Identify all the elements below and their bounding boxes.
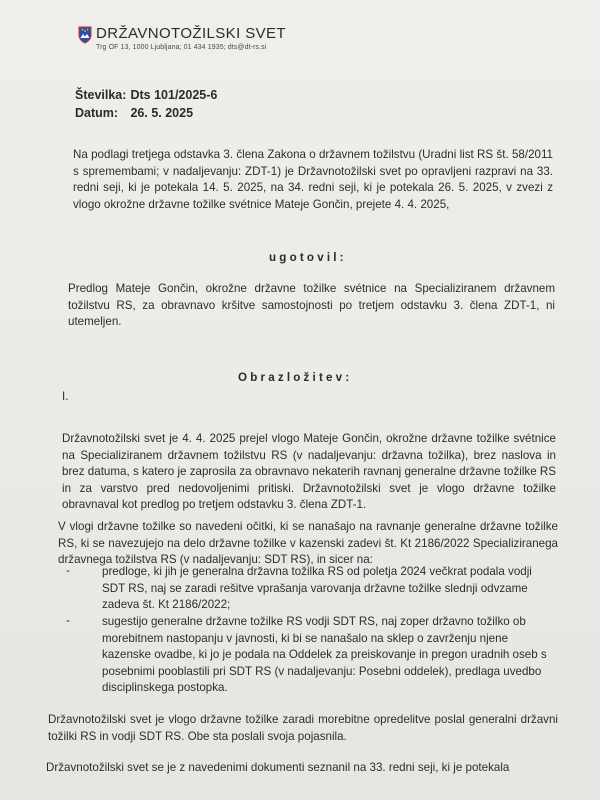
paragraph-1: Državnotožilski svet je 4. 4. 2025 prejel vlogo Mateje Gončin, okrožne državne tožilke svétnice na Specializiranem državnem tožilstvu RS (v nadaljevanju: državna tožilka), brez naslova in brez datuma, s katero je zaprosila za obravnavo nekaterih ravnanj generalne državne tožilke RS in za varstvo pred nedovoljenimi pritiski. Državnotožilski svet je vlogo državne tožilke obravnaval kot predlog po tretjem odstavku 3. člena ZDT-1. xyxy=(62,432,556,511)
intro-paragraph: Na podlagi tretjega odstavka 3. člena Zakona o državnem tožilstvu (Uradni list RS št. 58/2011 s spremembami; v nadaljevanju: ZDT-1) je Državnotožilski svet po opravljeni razpravi na 33. redni seji, ki je potekala 14. 5. 2025, na 34. redni seji, ki je potekala 26. 5. 2025, v zvezi z vlogo okrožne državne tožilke svétnice Mateje Gončin, prejete 4. 4. 2025, xyxy=(73,148,553,211)
list-item: sugestijo generalne državne tožilke RS vodji SDT RS, naj zoper državno tožilko ob morebitnem nastopanju v javnosti, ki bi se nanašalo na sklep o zavrženju njene kazenske ovadbe, ki jo je podala na Oddelek za preiskovanje in pregon uradnih oseb s posebnimi pooblastili pri SDT RS (v nadaljevanju: Posebni oddelek), predlaga uvedbo disciplinskega postopka. xyxy=(102,615,547,694)
letterhead xyxy=(78,26,286,51)
paragraph-3: Državnotožilski svet je vlogo državne tožilke zaradi morebitne opredelitve poslal generalni državni tožilki RS in vodji SDT RS. Obe sta poslali svoja pojasnila. xyxy=(48,713,558,743)
case-number-value: Dts 101/2025-6 xyxy=(130,88,218,102)
heading-reasoning: Obrazložitev: xyxy=(238,371,353,384)
case-number xyxy=(75,88,217,102)
bullet-dash: - xyxy=(66,564,70,577)
finding-paragraph: Predlog Mateje Gončin, okrožne državne tožilke svétnice na Specializiranem državnem tožilstvu RS, za obravnavo kršitve samostojnosti po tretjem odstavku 3. člena ZDT-1, ni utemeljen. xyxy=(68,282,555,328)
bullet-dash: - xyxy=(66,614,70,627)
heading-found: ugotovil: xyxy=(269,251,347,264)
organization-name: DRŽAVNOTOŽILSKI SVET xyxy=(96,25,286,42)
case-number-label: Številka: xyxy=(75,88,127,102)
document-date xyxy=(75,106,193,120)
organization-address: Trg OF 13, 1000 Ljubljana; 01 434 1935; dts@dt-rs.si xyxy=(96,44,267,51)
document-date-value: 26. 5. 2025 xyxy=(130,106,194,120)
paragraph-2: V vlogi državne tožilke so navedeni očitki, ki se nanašajo na ravnanje generalne državne tožilke RS, ki se navezujejo na delo državne tožilke v kazenski zadevi št. Kt 2186/2022 Specializiranega državnega tožilstva RS (v nadaljevanju: SDT RS), in sicer na: xyxy=(58,520,558,566)
slovenian-coat-of-arms-icon xyxy=(78,26,92,44)
list-item: predloge, ki jih je generalna državna tožilka RS od poletja 2024 večkrat podala vodji SDT RS, naj se zaradi rešitve vprašanja varovanja državne tožilke slednji odvzame zadeva št. Kt 2186/2022; xyxy=(102,565,532,611)
section-numeral: I. xyxy=(62,390,69,403)
paragraph-4: Državnotožilski svet se je z navedenimi dokumenti seznanil na 33. redni seji, ki je potekala xyxy=(46,761,510,774)
document-date-label: Datum: xyxy=(75,106,119,120)
